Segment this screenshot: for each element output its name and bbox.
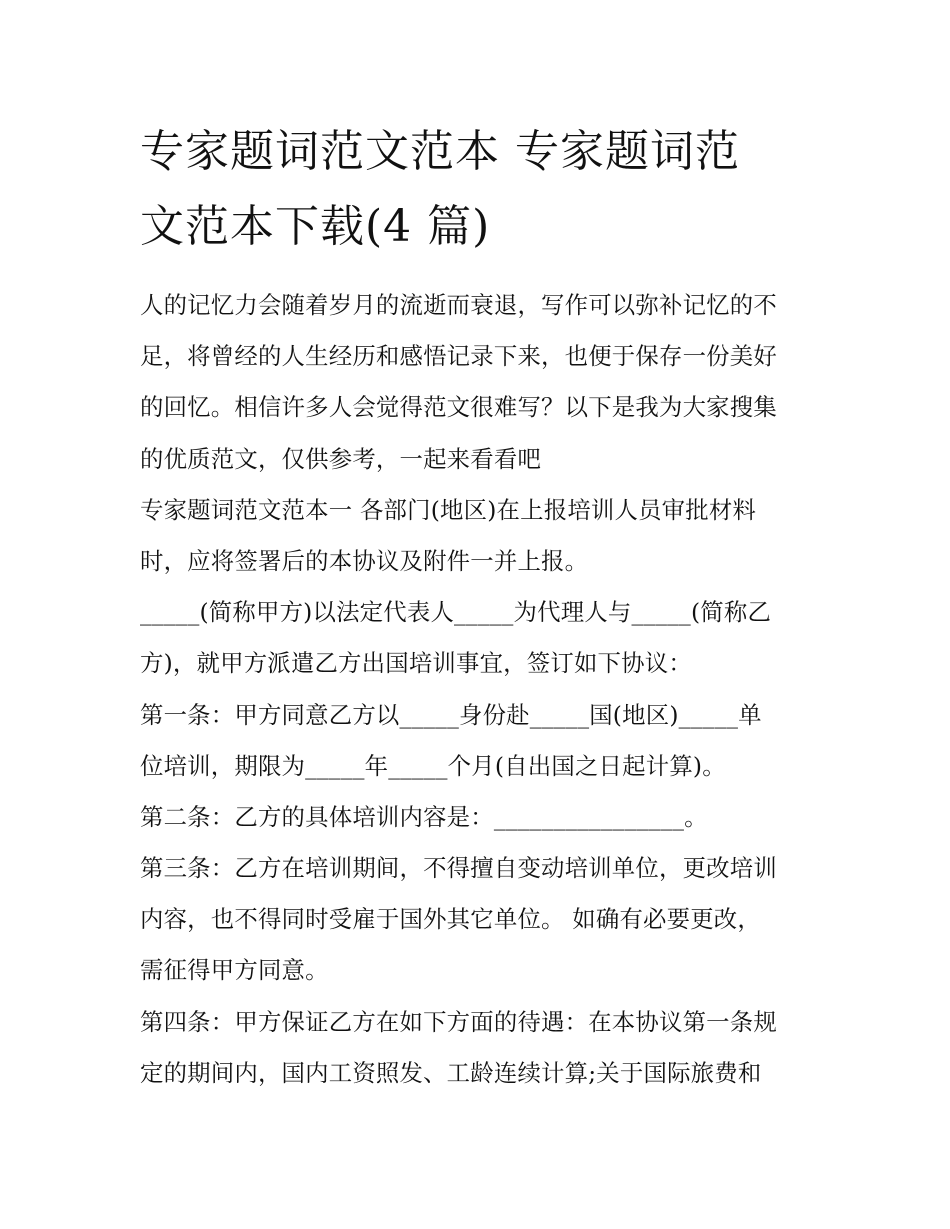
title-line: 文范本下载(4 篇) — [140, 201, 491, 252]
body-line: 位培训，期限为_____年_____个月(自出国之日起计算)。 — [140, 751, 726, 780]
body-line: 第三条：乙方在培训期间，不得擅自变动培训单位，更改培训 — [140, 854, 777, 883]
body-line: 的优质范文，仅供参考，一起来看看吧 — [140, 444, 542, 473]
document-body — [140, 280, 820, 1099]
body-line: 需征得甲方同意。 — [140, 956, 329, 985]
body-line: 内容，也不得同时受雇于国外其它单位。 如确有必要更改， — [140, 905, 761, 934]
body-line: 第一条：甲方同意乙方以_____身份赴_____国(地区)_____单 — [140, 700, 762, 729]
body-line: 专家题词范文范本一 各部门(地区)在上报培训人员审批材料 — [140, 495, 757, 524]
title-line: 专家题词范文范本 专家题词范 — [140, 126, 740, 177]
body-line: 第四条：甲方保证乙方在如下方面的待遇：在本协议第一条规 — [140, 1007, 777, 1036]
body-line: 时，应将签署后的本协议及附件一并上报。 — [140, 546, 589, 575]
body-line: 人的记忆力会随着岁月的流逝而衰退，写作可以弥补记忆的不 — [140, 291, 777, 319]
body-line: 第二条：乙方的具体培训内容是：________________。 — [140, 802, 708, 831]
body-line: 的回忆。相信许多人会觉得范文很难写？以下是我为大家搜集 — [140, 393, 777, 422]
body-line: 方)，就甲方派遣乙方出国培训事宜，签订如下协议： — [140, 649, 692, 678]
body-line: 足，将曾经的人生经历和感悟记录下来，也便于保存一份美好 — [140, 342, 777, 371]
body-line: _____(简称甲方)以法定代表人_____为代理人与_____(简称乙 — [140, 598, 772, 627]
body-line: 定的期间内，国内工资照发、工龄连续计算;关于国际旅费和 — [140, 1058, 762, 1087]
document-title — [140, 114, 820, 264]
